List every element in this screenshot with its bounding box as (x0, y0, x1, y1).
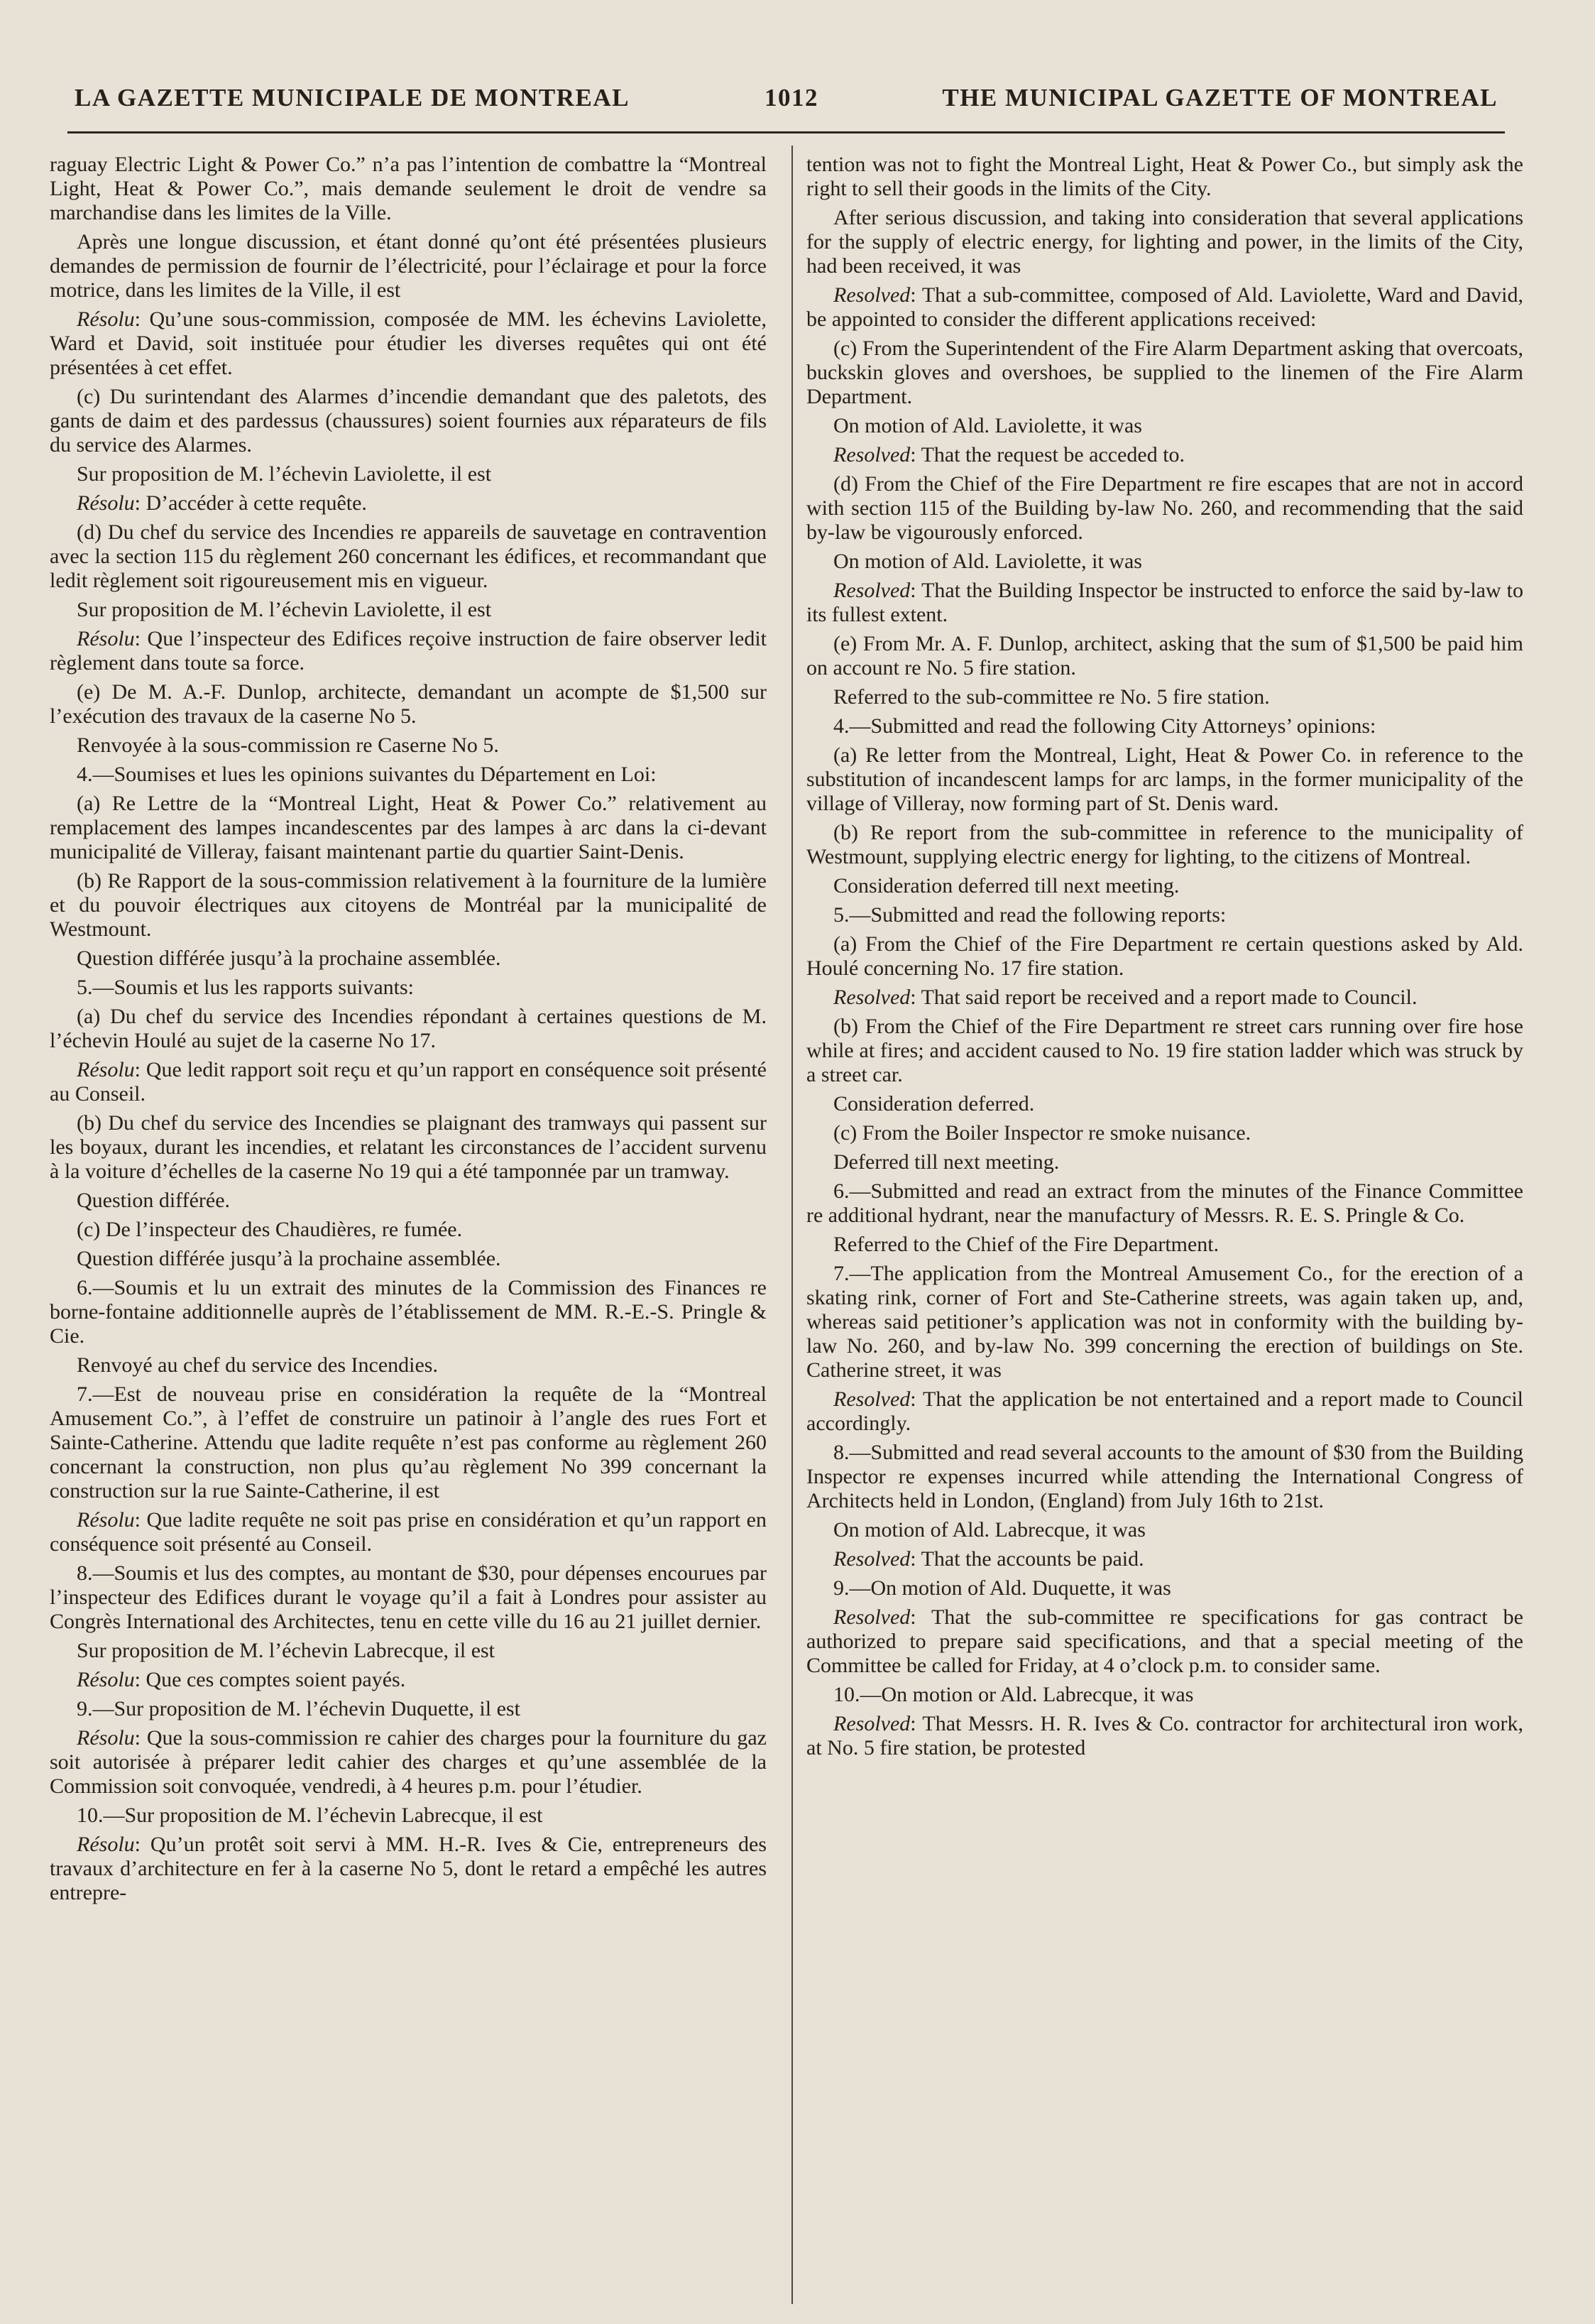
paragraph-text: : That said report be received and a report made to Council. (910, 986, 1418, 1009)
paragraph-text: : Que ladite requête ne soit pas prise en considération et qu’un rapport en conséquence soit présenté au Conseil. (50, 1508, 767, 1556)
paragraph-text: 5.—Soumis et lus les rapports suivants: (77, 976, 414, 999)
paragraph (50, 1382, 767, 1503)
paragraph (806, 1233, 1523, 1257)
paragraph-text: (c) From the Superintendent of the Fire Alarm Department asking that overcoats, buckskin gloves and overshoes, be supplied to the linemen of the Fire Alarm Department. (806, 337, 1523, 408)
paragraph-text: 6.—Soumis et lu un extrait des minutes de la Commission des Finances re borne-fontaine additionnelle auprès de l’établissement de MM. R.-E.-S. Pringle & Cie. (50, 1276, 767, 1348)
paragraph-text: (e) From Mr. A. F. Dunlop, architect, asking that the sum of $1,500 be paid him on account re No. 5 fire station. (806, 632, 1523, 680)
paragraph-text: 8.—Soumis et lus des comptes, au montant de $30, pour dépenses encourues par l’inspecteur des Edifices durant le voyage qu’il a fait à Londres pour assister au Congrès International des Architectes, tenu en cette ville du 16 au 21 juillet dernier. (50, 1561, 767, 1633)
paragraph (50, 763, 767, 787)
paragraph-text: 9.—On motion of Ald. Duquette, it was (833, 1576, 1171, 1600)
paragraph-text: : That the request be acceded to. (910, 443, 1185, 467)
paragraph-text: 4.—Soumises et lues les opinions suivantes du Département en Loi: (77, 763, 657, 786)
paragraph (806, 632, 1523, 680)
paragraph (806, 283, 1523, 332)
resolution-label: Résolu (77, 1726, 135, 1750)
paragraph-text: (b) Re Rapport de la sous-commission relativement à la fourniture de la lumière et du pouvoir électriques aux citoyens de Montréal par la municipalité de Westmount. (50, 869, 767, 941)
paragraph-text: Sur proposition de M. l’échevin Laviolette, il est (77, 598, 492, 621)
paragraph-text: tention was not to fight the Montreal Light, Heat & Power Co., but simply ask the right to sell their goods in the limits of the City. (806, 153, 1523, 200)
paragraph-text: 6.—Submitted and read an extract from the minutes of the Finance Committee re additional hydrant, near the manufactury of Messrs. R. E. S. Pringle & Co. (806, 1179, 1523, 1227)
paragraph-text: (c) De l’inspecteur des Chaudières, re fumée. (77, 1218, 463, 1241)
paragraph (806, 206, 1523, 278)
paragraph-text: After serious discussion, and taking into consideration that several applications for the supply of electric energy, for lighting and power, in the limits of the City, had been received, it was (806, 206, 1523, 278)
paragraph (806, 821, 1523, 869)
paragraph (50, 1111, 767, 1184)
paragraph (806, 1712, 1523, 1760)
paragraph-text: Renvoyée à la sous-commission re Caserne No 5. (77, 733, 499, 757)
paragraph-text: (b) Du chef du service des Incendies se plaignant des tramways qui passent sur les boyaux, durant les incendies, et relatant les circonstances de l’accident survenu à la voiture d’échelles de la caserne No 19 qui a été tamponnée par un tramway. (50, 1111, 767, 1183)
paragraph (50, 230, 767, 302)
paragraph-text: : That the application be not entertained and a report made to Council accordingly. (806, 1387, 1523, 1435)
paragraph (50, 1804, 767, 1828)
paragraph-text: Question différée jusqu’à la prochaine assemblée. (77, 946, 501, 970)
resolution-label: Résolu (77, 1508, 135, 1532)
paragraph (806, 153, 1523, 201)
paragraph (806, 986, 1523, 1010)
resolution-label: Résolu (77, 491, 135, 515)
paragraph-text: Renvoyé au chef du service des Incendies. (77, 1353, 438, 1377)
paragraph-text: Deferred till next meeting. (833, 1150, 1060, 1174)
paragraph (50, 976, 767, 1000)
paragraph-text: 9.—Sur proposition de M. l’échevin Duquette, il est (77, 1697, 520, 1720)
paragraph (806, 874, 1523, 898)
page-number: 1012 (764, 84, 818, 111)
paragraph-text: (c) Du surintendant des Alarmes d’incendie demandant que des paletots, des gants de daim et des pardessus (chaussures) soient fournies aux réparateurs de fils du service des Alarmes. (50, 385, 767, 457)
paragraph-text: (a) Re Lettre de la “Montreal Light, Heat & Power Co.” relativement au remplacement des lampes incandescentes par des lampes à arc dans la ci-devant municipalité de Villeray, faisant maintenant partie du quartier Saint-Denis. (50, 792, 767, 863)
paragraph (806, 443, 1523, 467)
paragraph-text: Sur proposition de M. l’échevin Labrecque, il est (77, 1639, 495, 1662)
paragraph-text: : That a sub-committee, composed of Ald. Laviolette, Ward and David, be appointed to consider the different applications received: (806, 283, 1523, 331)
paragraph-text: : Que l’inspecteur des Edifices reçoive instruction de faire observer ledit règlement dans toute sa force. (50, 627, 767, 675)
paragraph-text: (d) Du chef du service des Incendies re appareils de sauvetage en contravention avec la section 115 du règlement 260 concernant les édifices, et recommandant que ledit règlement soit rigoureusement mis en vigueur. (50, 520, 767, 592)
paragraph (806, 714, 1523, 738)
paragraph-text: 7.—Est de nouveau prise en considération la requête de la “Montreal Amusement Co.”, à l’effet de construire un patinoir à l’angle des rues Fort et Sainte-Catherine. Attendu que ladite requête n’est pas conforme au règlement 260 concernant la construction, non plus qu’au règlement No 399 concernant la construction sur la rue Sainte-Catherine, il est (50, 1382, 767, 1502)
paragraph-text: 4.—Submitted and read the following City Attorneys’ opinions: (833, 714, 1376, 738)
paragraph-text: (a) Du chef du service des Incendies répondant à certaines questions de M. l’échevin Houlé au sujet de la caserne No 17. (50, 1005, 767, 1052)
paragraph-text: : That Messrs. H. R. Ives & Co. contractor for architectural iron work, at No. 5 fire station, be protested (806, 1712, 1523, 1760)
paragraph (50, 1561, 767, 1634)
paragraph-text: (d) From the Chief of the Fire Department re fire escapes that are not in accord with section 115 of the Building by-law No. 260, and recommending that the said by-law be vigourously enforced. (806, 472, 1523, 544)
paragraph (50, 1726, 767, 1799)
paragraph (50, 1668, 767, 1692)
paragraph-text: On motion of Ald. Labrecque, it was (833, 1518, 1146, 1542)
paragraph (806, 1605, 1523, 1678)
paragraph (806, 1150, 1523, 1174)
paragraph (806, 472, 1523, 545)
paragraph (50, 1508, 767, 1556)
paragraph-text: (b) Re report from the sub-committee in reference to the municipality of Westmount, supplying electric energy for lighting, to the citizens of Montreal. (806, 821, 1523, 868)
resolution-label: Résolu (77, 307, 135, 331)
paragraph (50, 627, 767, 675)
paragraph-text: : Que la sous-commission re cahier des charges pour la fourniture du gaz soit autorisée à préparer ledit cahier des charges et qu’une assemblée de la Commission soit convoquée, vendredi, à 4 heures p.m. pour l’étudier. (50, 1726, 767, 1798)
paragraph (806, 1092, 1523, 1116)
paragraph-text: Question différée. (77, 1189, 231, 1212)
resolution-label: Résolu (77, 627, 135, 650)
resolution-label: Resolved (833, 1387, 911, 1411)
paragraph-text: 5.—Submitted and read the following reports: (833, 903, 1227, 927)
resolution-label: Resolved (833, 1547, 911, 1571)
paragraph-text: On motion of Ald. Laviolette, it was (833, 550, 1142, 573)
paragraph (50, 1058, 767, 1106)
paragraph (806, 932, 1523, 981)
page-header (75, 84, 1498, 119)
english-column (806, 153, 1523, 2304)
paragraph-text: (e) De M. A.-F. Dunlop, architecte, demandant un acompte de $1,500 sur l’exécution des travaux de la caserne No 5. (50, 680, 767, 728)
paragraph (806, 1387, 1523, 1436)
resolution-label: Resolved (833, 986, 911, 1009)
paragraph (806, 685, 1523, 709)
paragraph (50, 462, 767, 486)
paragraph (50, 1247, 767, 1271)
resolution-label: Resolved (833, 283, 911, 307)
paragraph (806, 579, 1523, 627)
paragraph (806, 414, 1523, 438)
paragraph-text: 10.—On motion or Ald. Labrecque, it was (833, 1683, 1194, 1706)
paragraph (806, 1262, 1523, 1382)
paragraph (806, 1518, 1523, 1542)
paragraph-text: Referred to the Chief of the Fire Department. (833, 1233, 1219, 1256)
paragraph-text: : Qu’une sous-commission, composée de MM. les échevins Laviolette, Ward et David, soit instituée pour étudier les diverses requêtes qui ont été présentées à cet effet. (50, 307, 767, 379)
paragraph (806, 1015, 1523, 1087)
resolution-label: Resolved (833, 1712, 911, 1735)
paragraph-text: Après une longue discussion, et étant donné qu’ont été présentées plusieurs demandes de permission de fournir de l’électricité, pour l’éclairage et pour la force motrice, dans les limites de la Ville, il est (50, 230, 767, 302)
paragraph (806, 903, 1523, 927)
header-english-title: THE MUNICIPAL GAZETTE OF MONTREAL (942, 84, 1498, 111)
paragraph-text: : That the sub-committee re specifications for gas contract be authorized to prepare said specifications, and that a special meeting of the Committee be called for Friday, at 4 o’clock p.m. to consider same. (806, 1605, 1523, 1677)
resolution-label: Resolved (833, 579, 911, 602)
paragraph-text: raguay Electric Light & Power Co.” n’a pas l’intention de combattre la “Montreal Light, Heat & Power Co.”, mais demande seulement le droit de vendre sa marchandise dans les limites de la Ville. (50, 153, 767, 224)
paragraph (50, 520, 767, 593)
paragraph (50, 1697, 767, 1721)
paragraph (50, 385, 767, 457)
paragraph-text: 7.—The application from the Montreal Amusement Co., for the erection of a skating rink, corner of Fort and Ste-Catherine streets, was again taken up, and, whereas said petitioner’s application was not in conformity with the building by-law No. 260, and by-law No. 399 concerning the erection of buildings on Ste. Catherine street, it was (806, 1262, 1523, 1382)
paragraph-text: Consideration deferred. (833, 1092, 1035, 1115)
paragraph (50, 869, 767, 942)
paragraph (50, 491, 767, 515)
paragraph-text: : D’accéder à cette requête. (134, 491, 367, 515)
paragraph (50, 153, 767, 225)
paragraph-text: On motion of Ald. Laviolette, it was (833, 414, 1142, 437)
paragraph (50, 1189, 767, 1213)
paragraph-text: 10.—Sur proposition de M. l’échevin Labrecque, il est (77, 1804, 543, 1827)
resolution-label: Resolved (833, 443, 911, 467)
paragraph (50, 792, 767, 864)
resolution-label: Résolu (77, 1058, 135, 1081)
paragraph (806, 1576, 1523, 1600)
paragraph-text: : That the Building Inspector be instructed to enforce the said by-law to its fullest extent. (806, 579, 1523, 626)
paragraph (806, 1441, 1523, 1513)
paragraph-text: : Que ledit rapport soit reçu et qu’un rapport en conséquence soit présenté au Conseil. (50, 1058, 767, 1106)
paragraph (50, 1276, 767, 1348)
resolution-label: Résolu (77, 1833, 135, 1856)
column-divider (791, 146, 793, 2304)
paragraph-text: (b) From the Chief of the Fire Department re street cars running over fire hose while at fires; and accident caused to No. 19 fire station ladder which was struck by a street car. (806, 1015, 1523, 1086)
paragraph (50, 598, 767, 622)
paragraph (806, 1121, 1523, 1145)
paragraph (50, 680, 767, 729)
paragraph-text: (a) Re letter from the Montreal, Light, Heat & Power Co. in reference to the substitution of incandescent lamps for arc lamps, in the former municipality of the village of Villeray, now forming part of St. Denis ward. (806, 743, 1523, 815)
header-french-title: LA GAZETTE MUNICIPALE DE MONTREAL (75, 84, 630, 111)
paragraph (50, 307, 767, 380)
paragraph-text: Question différée jusqu’à la prochaine assemblée. (77, 1247, 501, 1270)
paragraph (806, 743, 1523, 816)
paragraph (50, 733, 767, 758)
paragraph (50, 1353, 767, 1378)
paragraph (50, 1218, 767, 1242)
paragraph (806, 550, 1523, 574)
french-column (50, 153, 767, 2304)
paragraph-text: Sur proposition de M. l’échevin Laviolette, il est (77, 462, 492, 486)
paragraph (50, 1833, 767, 1905)
paragraph-text: : That the accounts be paid. (910, 1547, 1144, 1571)
paragraph-text: : Qu’un protêt soit servi à MM. H.-R. Ives & Cie, entrepreneurs des travaux d’architecture en fer à la caserne No 5, dont le retard a empêché les autres entrepre- (50, 1833, 767, 1904)
paragraph-text: Consideration deferred till next meeting. (833, 874, 1180, 898)
paragraph (806, 1547, 1523, 1571)
paragraph (806, 1683, 1523, 1707)
paragraph-text: 8.—Submitted and read several accounts to the amount of $30 from the Building Inspector re expenses incurred while attending the International Congress of Architects held in London, (England) from July 16th to 21st. (806, 1441, 1523, 1512)
resolution-label: Résolu (77, 1668, 135, 1691)
paragraph (806, 337, 1523, 409)
header-rule (67, 131, 1505, 133)
paragraph-text: Referred to the sub-committee re No. 5 fire station. (833, 685, 1270, 709)
paragraph (50, 946, 767, 971)
paragraph (806, 1179, 1523, 1228)
paragraph-text: (c) From the Boiler Inspector re smoke nuisance. (833, 1121, 1251, 1145)
paragraph (50, 1005, 767, 1053)
paragraph-text: (a) From the Chief of the Fire Department re certain questions asked by Ald. Houlé concerning No. 17 fire station. (806, 932, 1523, 980)
paragraph-text: : Que ces comptes soient payés. (134, 1668, 406, 1691)
resolution-label: Resolved (833, 1605, 911, 1629)
paragraph (50, 1639, 767, 1663)
